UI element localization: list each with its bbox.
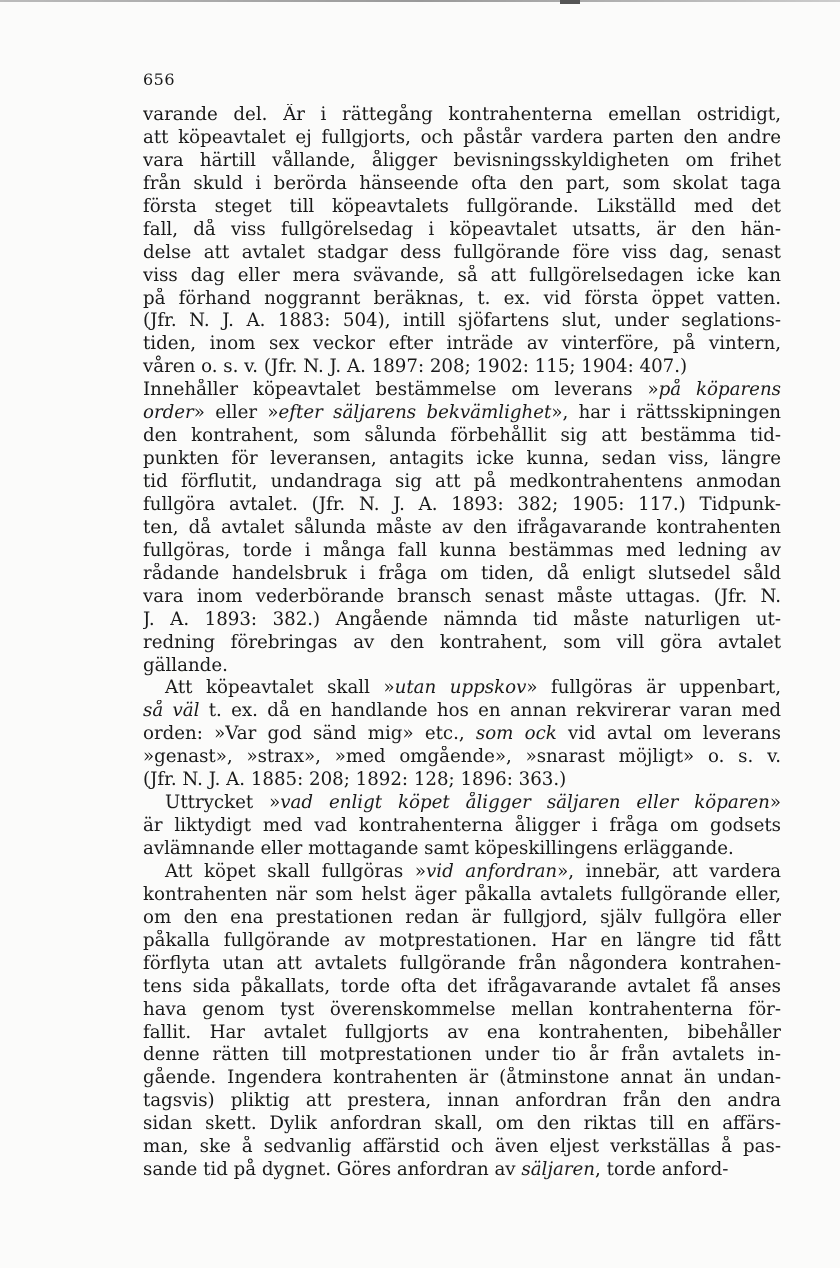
text-line <box>143 838 781 861</box>
text-line <box>143 930 781 953</box>
text-segment: punkten för leveransen, antagits icke kunna, sedan viss, längre <box>143 448 781 470</box>
text-segment: »genast», »strax», »med omgående», »snarast möjligt» o. s. v. <box>143 746 781 768</box>
text-segment: Att köpeavtalet skall » <box>165 677 395 699</box>
text-segment: kontrahenten när som helst äger påkalla avtalets fullgörande eller, <box>143 883 781 905</box>
text-line <box>143 127 781 150</box>
text-segment: gående. Ingendera kontrahenten är (åtminstone annat än undan- <box>143 1067 781 1089</box>
text-segment: t. ex. då en handlande hos en annan rekvirerar varan med <box>199 700 781 722</box>
italic-text: säljaren <box>521 1159 596 1181</box>
text-line <box>143 586 781 609</box>
text-line <box>143 976 781 999</box>
text-segment: att köpeavtalet ej fullgjorts, och påstår vardera parten den andre <box>143 126 781 148</box>
text-segment: , torde anford- <box>595 1159 729 1181</box>
text-segment: (Jfr. N. J. A. 1883: 504), intill sjöfartens slut, under seglations- <box>143 310 781 332</box>
text-line <box>143 861 781 884</box>
text-segment: hava genom tyst överenskommelse mellan kontrahenterna för- <box>143 998 781 1020</box>
page-number: 656 <box>143 70 176 89</box>
text-line <box>143 265 781 288</box>
text-segment: vara inom vederbörande bransch senast måste uttagas. (Jfr. N. <box>143 585 781 607</box>
text-segment: Att köpet skall fullgöras » <box>165 860 426 882</box>
text-segment: våren o. s. v. (Jfr. N. J. A. 1897: 208; 1902: 115; 1904: 407.) <box>143 356 688 378</box>
text-segment: fallit. Har avtalet fullgjorts av ena kontrahenten, bibehåller <box>143 1021 781 1043</box>
text-segment: » eller » <box>193 402 279 424</box>
text-line <box>143 792 781 815</box>
text-segment: är liktydigt med vad kontrahenterna åligger i fråga om godsets <box>143 815 781 837</box>
text-segment: orden: »Var god sänd mig» etc., <box>143 723 476 745</box>
text-line <box>143 1136 781 1159</box>
text-line <box>143 907 781 930</box>
text-line <box>143 1113 781 1136</box>
text-segment: från skuld i berörda hänseende ofta den part, som skolat taga <box>143 172 781 194</box>
italic-text: utan uppskov <box>394 677 527 699</box>
text-line <box>143 815 781 838</box>
text-segment: Uttrycket » <box>165 792 281 814</box>
text-segment: om den ena prestationen redan är fullgjord, själv fullgöra eller <box>143 906 781 928</box>
text-line <box>143 746 781 769</box>
text-segment: fullgöras, torde i många fall kunna bestämmas med ledning av <box>143 539 781 561</box>
text-line <box>143 196 781 219</box>
text-line <box>143 448 781 471</box>
text-segment: påkalla fullgörande av motprestationen. Har en längre tid fått <box>143 929 781 951</box>
text-segment: Innehåller köpeavtalet bestämmelse om leverans » <box>143 379 659 401</box>
text-segment: rådande handelsbruk i fråga om tiden, då enligt slutsedel såld <box>143 562 781 584</box>
text-line <box>143 632 781 655</box>
text-segment: viss dag eller mera svävande, så att fullgörelsedagen icke kan <box>143 264 781 286</box>
text-line <box>143 700 781 723</box>
text-segment: på förhand noggrannt beräknas, t. ex. vid första öppet vatten. <box>143 287 781 309</box>
text-line <box>143 1067 781 1090</box>
text-line <box>143 769 781 792</box>
text-line <box>143 884 781 907</box>
text-segment: delse att avtalet stadgar dess fullgörande före viss dag, senast <box>143 241 781 263</box>
text-line <box>143 1090 781 1113</box>
text-line <box>143 609 781 632</box>
text-segment: vid avtal om leverans <box>556 723 781 745</box>
text-segment: avlämnande eller mottagande samt köpeskillingens erläggande. <box>143 838 734 859</box>
text-line <box>143 1044 781 1067</box>
text-segment: gällande. <box>143 654 228 676</box>
text-line <box>143 242 781 265</box>
body-text <box>143 104 781 1182</box>
text-line <box>143 1159 781 1182</box>
text-segment: » <box>769 792 781 814</box>
text-line <box>143 173 781 196</box>
text-line <box>143 723 781 746</box>
text-line <box>143 494 781 517</box>
text-segment: tiden, inom sex veckor efter inträde av vinterföre, på vintern, <box>143 333 781 355</box>
text-line <box>143 219 781 242</box>
text-line <box>143 310 781 333</box>
text-segment: », innebär, att vardera <box>557 860 781 882</box>
text-line <box>143 999 781 1022</box>
text-segment: ten, då avtalet sålunda måste av den ifrågavarande kontrahenten <box>143 516 781 538</box>
text-line <box>143 425 781 448</box>
text-segment: (Jfr. N. J. A. 1885: 208; 1892: 128; 1896: 363.) <box>143 769 567 791</box>
italic-text: order <box>143 402 194 424</box>
text-line <box>143 563 781 586</box>
text-line <box>143 655 781 678</box>
text-line <box>143 288 781 311</box>
text-line <box>143 677 781 700</box>
text-line <box>143 402 781 425</box>
text-line <box>143 1022 781 1045</box>
italic-text: efter säljarens bekvämlighet <box>278 402 552 424</box>
text-segment: fullgöra avtalet. (Jfr. N. J. A. 1893: 382; 1905: 117.) Tidpunk- <box>143 493 781 515</box>
text-line <box>143 379 781 402</box>
text-segment: första steget till köpeavtalets fullgörande. Likställd med det <box>143 195 781 217</box>
italic-text: som ock <box>475 723 557 745</box>
text-segment: redning förebringas av den kontrahent, som vill göra avtalet <box>143 631 781 653</box>
text-segment: tens sida påkallats, torde ofta det ifrågavarande avtalet få anses <box>143 975 781 997</box>
text-segment: man, ske å sedvanlig affärstid och även eljest verkställas å pas- <box>143 1136 781 1158</box>
text-segment: varande del. Är i rättegång kontrahenterna emellan ostridigt, <box>143 104 781 125</box>
text-line <box>143 356 781 379</box>
text-segment: sidan skett. Dylik anfordran skall, om den riktas till en affärs- <box>143 1113 781 1135</box>
text-line <box>143 517 781 540</box>
text-line <box>143 471 781 494</box>
italic-text: så väl <box>143 700 200 722</box>
text-line <box>143 540 781 563</box>
text-line <box>143 333 781 356</box>
text-segment: vara härtill vållande, åligger bevisningsskyldigheten om frihet <box>143 149 781 171</box>
text-segment: den kontrahent, som sålunda förbehållit sig att bestämma tid- <box>143 425 781 447</box>
text-segment: J. A. 1893: 382.) Angående nämnda tid måste naturligen ut- <box>143 608 781 630</box>
italic-text: vid anfordran <box>425 860 558 882</box>
text-segment: förflyta utan att avtalets fullgörande från någondera kontrahen- <box>143 952 781 974</box>
italic-text: vad enligt köpet åligger säljaren eller köparen <box>280 792 770 814</box>
italic-text: på köparens <box>658 379 781 401</box>
text-segment: fall, då viss fullgörelsedag i köpeavtalet utsatts, är den hän- <box>143 218 781 240</box>
text-segment: denne rätten till motprestationen under tio år från avtalets in- <box>143 1044 781 1066</box>
text-segment: sande tid på dygnet. Göres anfordran av <box>143 1159 522 1181</box>
text-segment: tid förflutit, undandraga sig att på medkontrahentens anmodan <box>143 471 781 492</box>
text-segment: tagsvis) pliktig att prestera, innan anfordran från den andra <box>143 1090 781 1112</box>
text-segment: », har i rättsskipningen <box>551 402 781 424</box>
top-mark <box>560 0 580 4</box>
top-rule <box>0 0 840 2</box>
text-line <box>143 150 781 173</box>
text-line <box>143 104 781 127</box>
text-line <box>143 953 781 976</box>
text-segment: » fullgöras är uppenbart, <box>526 677 781 699</box>
